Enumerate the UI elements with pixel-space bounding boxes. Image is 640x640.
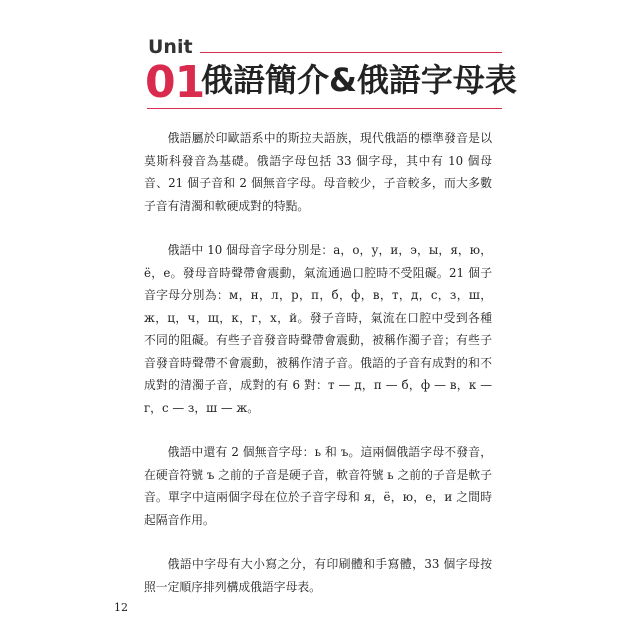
page-number: 12 bbox=[114, 601, 128, 614]
paragraph-vowels-consonants: 俄語中 10 個母音字母分別是：а，о，у，и，э，ы，я，ю，ё，е。發母音時聲帶會震動，氣流通過口腔時不受阻礙。21 個子音字母分別為：м，н，л，р，п，б，ф，в，т，д，с，з，ш，ж，ц，ч，щ，к，г，х，й。發子音時，氣流在口腔中受到各種不同的阻礙。有些子音發音時聲帶會震動，被稱作濁子音；有些子音發音時聲帶不會震動，被稱作清子音。俄語的子音有成對的和不成對的清濁子音，成對的有 6 對：т — д，п — б，ф — в，к — г，с — з，ш — ж。 bbox=[144, 243, 492, 415]
unit-label: Unit bbox=[148, 36, 193, 58]
header-bottom-rule bbox=[147, 108, 502, 109]
paragraph-silent-letters: 俄語中還有 2 個無音字母：ь 和 ъ。這兩個俄語字母不發音，在硬音符號 ъ 之前的子音是硬子音，軟音符號 ь 之前的子音是軟子音。單字中這兩個字母在位於子音字母和 я，ё，ю，е，и 之間時起隔音作用。 bbox=[144, 445, 492, 527]
header-top-rule bbox=[200, 52, 502, 53]
unit-number: 01 bbox=[145, 57, 205, 108]
chapter-title: 俄語簡介&俄語字母表 bbox=[201, 61, 517, 99]
body-text bbox=[144, 127, 492, 620]
paragraph-intro: 俄語屬於印歐語系中的斯拉夫語族，現代俄語的標準發音是以莫斯科發音為基礎。俄語字母包括 33 個字母，其中有 10 個母音、21 個子音和 2 個無音字母。母音較少，子音較多，而大多數子音有清濁和軟硬成對的特點。 bbox=[144, 131, 492, 213]
paragraph-alphabet: 俄語中字母有大小寫之分，有印刷體和手寫體，33 個字母按照一定順序排列構成俄語字母表。 bbox=[144, 557, 492, 594]
